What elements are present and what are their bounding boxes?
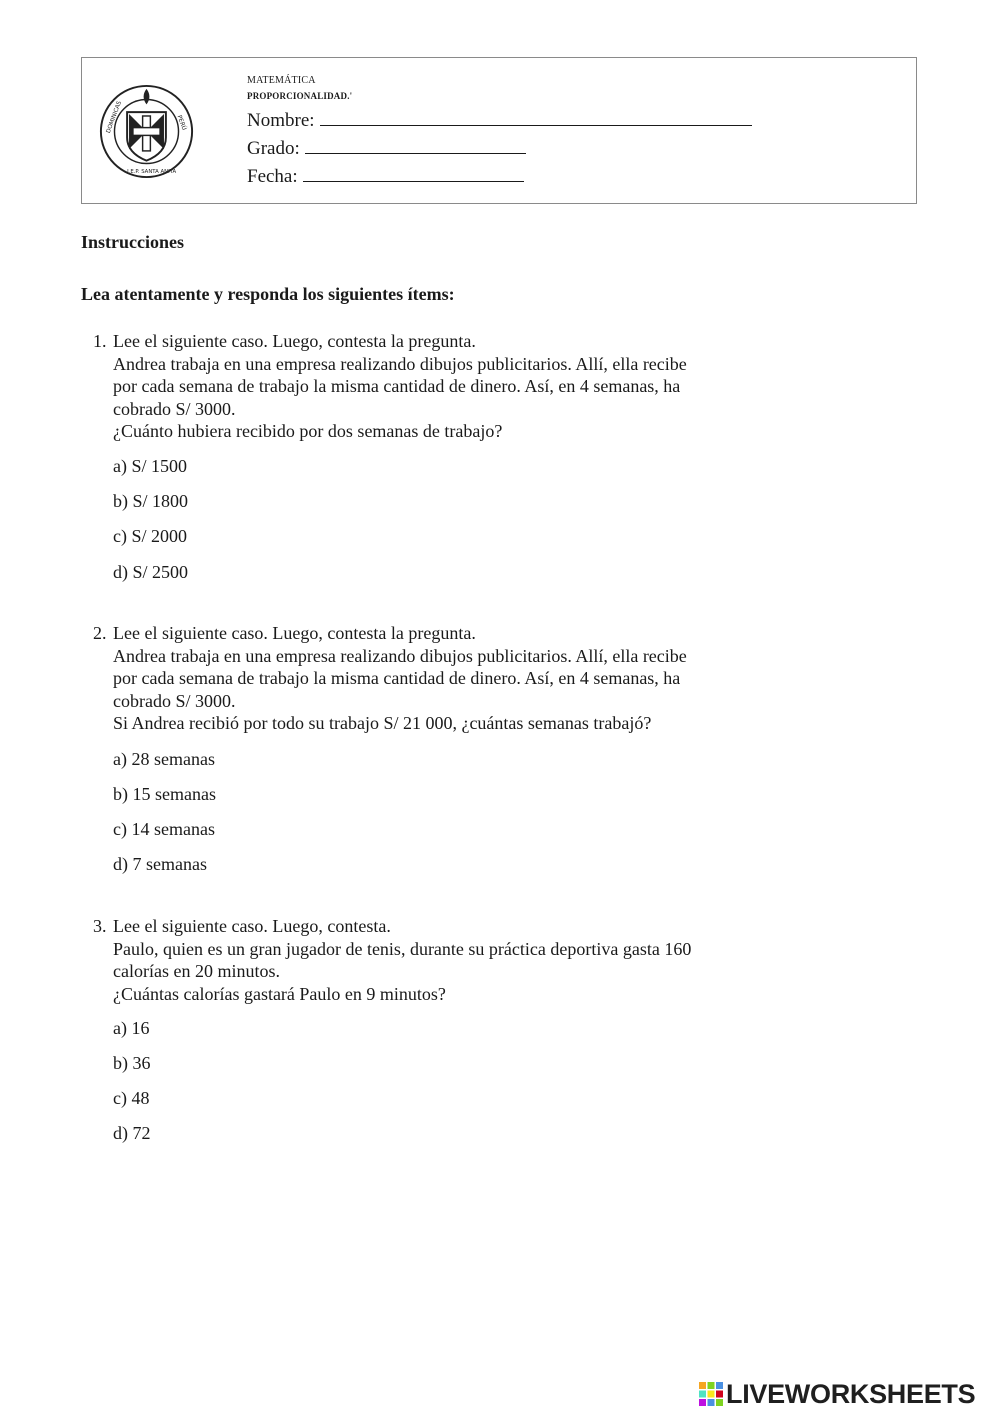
svg-text:PERÚ: PERÚ xyxy=(175,114,187,132)
liveworksheets-logo-icon xyxy=(698,1381,724,1407)
question-1-option-d[interactable]: d) S/ 2500 xyxy=(113,562,189,582)
question-line: cobrado S/ 3000. xyxy=(113,690,236,711)
question-2-option-b[interactable]: b) 15 semanas xyxy=(113,784,216,804)
question-1-option-a[interactable]: a) S/ 1500 xyxy=(113,456,187,476)
question-line: por cada semana de trabajo la misma cantidad de dinero. Así, en 4 semanas, ha xyxy=(113,376,681,396)
subject-label: MATEMÁTICA xyxy=(247,75,316,86)
question-line: calorías en 20 minutos. xyxy=(113,961,280,981)
question-line: ¿Cuánto hubiera recibido por dos semanas de trabajo? xyxy=(113,421,503,441)
question-line: Lee el siguiente caso. Luego, contesta la pregunta. xyxy=(113,331,476,351)
date-blank-line[interactable] xyxy=(303,165,524,182)
question-line: ¿Cuántas calorías gastará Paulo en 9 minutos? xyxy=(113,983,446,1004)
question-line: Lee el siguiente caso. Luego, contesta la pregunta. xyxy=(113,623,476,643)
question-3-option-a[interactable]: a) 16 xyxy=(113,1018,150,1038)
liveworksheets-brand[interactable] xyxy=(698,1380,975,1408)
question-line: por cada semana de trabajo la misma cantidad de dinero. Así, en 4 semanas, ha xyxy=(113,668,681,688)
question-number: 3. xyxy=(93,916,107,936)
question-number: 2. xyxy=(93,623,107,643)
question-1-option-b[interactable]: b) S/ 1800 xyxy=(113,491,189,511)
question-2-option-d[interactable]: d) 7 semanas xyxy=(113,854,207,874)
grade-blank-line[interactable] xyxy=(305,137,526,154)
instructions-subtitle: Lea atentamente y responda los siguientes ítems: xyxy=(81,284,455,304)
question-2-option-c[interactable]: c) 14 semanas xyxy=(113,819,215,839)
school-seal-icon xyxy=(98,83,195,180)
question-1 xyxy=(93,330,813,443)
question-line: Andrea trabaja en una empresa realizando dibujos publicitarios. Allí, ella recibe xyxy=(113,353,687,374)
date-field[interactable] xyxy=(247,165,524,188)
question-3 xyxy=(93,915,813,1005)
grade-label: Grado: xyxy=(247,138,300,159)
question-3-option-c[interactable]: c) 48 xyxy=(113,1088,150,1108)
question-2-option-a[interactable]: a) 28 semanas xyxy=(113,749,215,769)
question-number: 1. xyxy=(93,331,107,351)
name-label: Nombre: xyxy=(247,110,315,131)
question-line: Lee el siguiente caso. Luego, contesta. xyxy=(113,916,391,936)
question-line: Paulo, quien es un gran jugador de tenis, durante su práctica deportiva gasta 160 xyxy=(113,938,692,959)
svg-text:DOMINICAS: DOMINICAS xyxy=(105,100,124,135)
liveworksheets-wordmark: LIVEWORKSHEETS xyxy=(726,1379,976,1409)
svg-text:I.E.P. SANTA ANITA: I.E.P. SANTA ANITA xyxy=(127,169,177,176)
question-line: Andrea trabaja en una empresa realizando dibujos publicitarios. Allí, ella recibe xyxy=(113,645,687,666)
question-3-option-b[interactable]: b) 36 xyxy=(113,1053,151,1073)
topic-label: PROPORCIONALIDAD.' xyxy=(247,91,353,101)
question-2 xyxy=(93,622,813,735)
question-1-option-c[interactable]: c) S/ 2000 xyxy=(113,526,187,546)
name-field[interactable] xyxy=(247,109,752,132)
name-blank-line[interactable] xyxy=(320,109,752,126)
question-line: Si Andrea recibió por todo su trabajo S/ 21 000, ¿cuántas semanas trabajó? xyxy=(113,713,652,733)
question-line: cobrado S/ 3000. xyxy=(113,398,236,419)
grade-field[interactable] xyxy=(247,137,526,160)
question-3-option-d[interactable]: d) 72 xyxy=(113,1123,151,1143)
instructions-title: Instrucciones xyxy=(81,232,184,252)
date-label: Fecha: xyxy=(247,166,298,187)
